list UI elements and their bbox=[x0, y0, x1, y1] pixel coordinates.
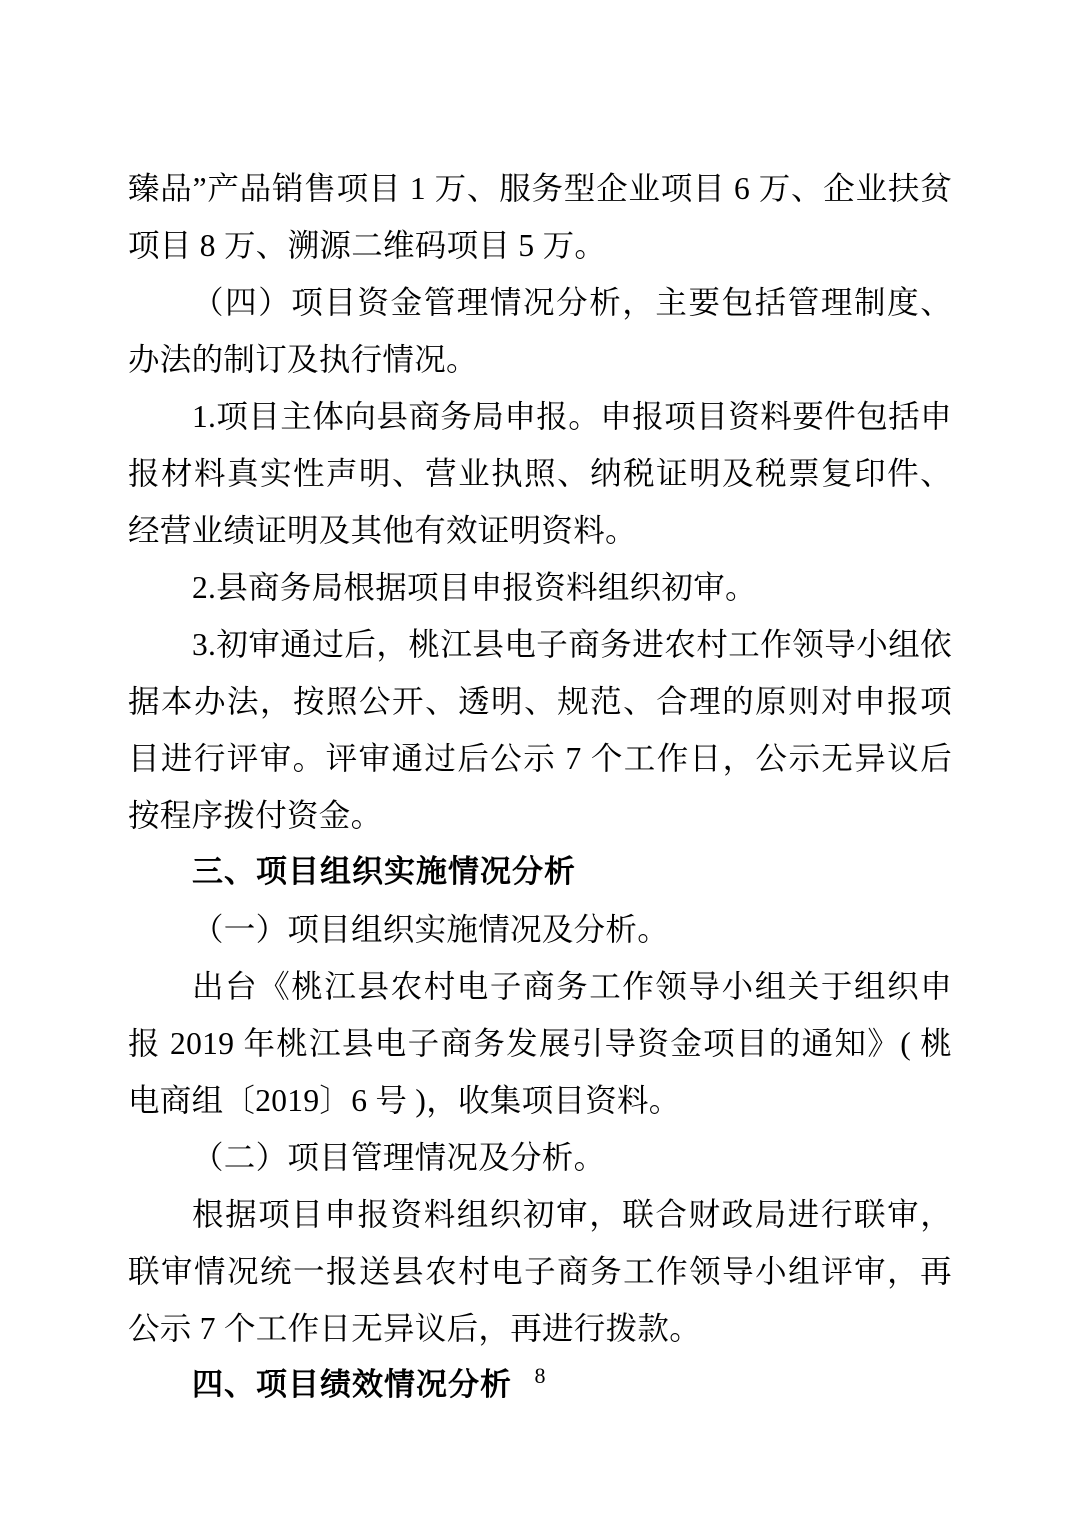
heading-section-four: 四、项目绩效情况分析 bbox=[192, 1367, 512, 1403]
paragraph-subsection-one: （一）项目组织实施情况及分析。 bbox=[192, 912, 670, 947]
paragraph-item-1: 1.项目主体向县商务局申报。申报项目资料要件包括申报材料真实性声明、营业执照、纳税证明及税票复印件、经营业绩证明及其他有效证明资料。 bbox=[128, 399, 952, 548]
document-body bbox=[128, 160, 952, 1414]
paragraph-subsection-two: （二）项目管理情况及分析。 bbox=[192, 1140, 606, 1175]
heading-section-three: 三、项目组织实施情况分析 bbox=[192, 854, 576, 890]
paragraph-management-detail: 根据项目申报资料组织初审，联合财政局进行联审，联审情况统一报送县农村电子商务工作领导小组评审，再公示 7 个工作日无异议后，再进行拨款。 bbox=[128, 1197, 952, 1346]
paragraph-notice-reference: 出台《桃江县农村电子商务工作领导小组关于组织申报 2019 年桃江县电子商务发展引导资金项目的通知》( 桃电商组〔2019〕6 号 )，收集项目资料。 bbox=[128, 969, 952, 1118]
paragraph-item-3: 3.初审通过后，桃江县电子商务进农村工作领导小组依据本办法，按照公开、透明、规范、合理的原则对申报项目进行评审。评审通过后公示 7 个工作日，公示无异议后按程序拨付资金。 bbox=[128, 627, 952, 833]
paragraph-section-four: （四）项目资金管理情况分析，主要包括管理制度、办法的制订及执行情况。 bbox=[128, 285, 952, 377]
paragraph-item-2: 2.县商务局根据项目申报资料组织初审。 bbox=[192, 570, 757, 605]
paragraph-continuation: 臻品”产品销售项目 1 万、服务型企业项目 6 万、企业扶贫项目 8 万、溯源二维码项目 5 万。 bbox=[128, 171, 952, 263]
page-number: 8 bbox=[534, 1363, 546, 1388]
